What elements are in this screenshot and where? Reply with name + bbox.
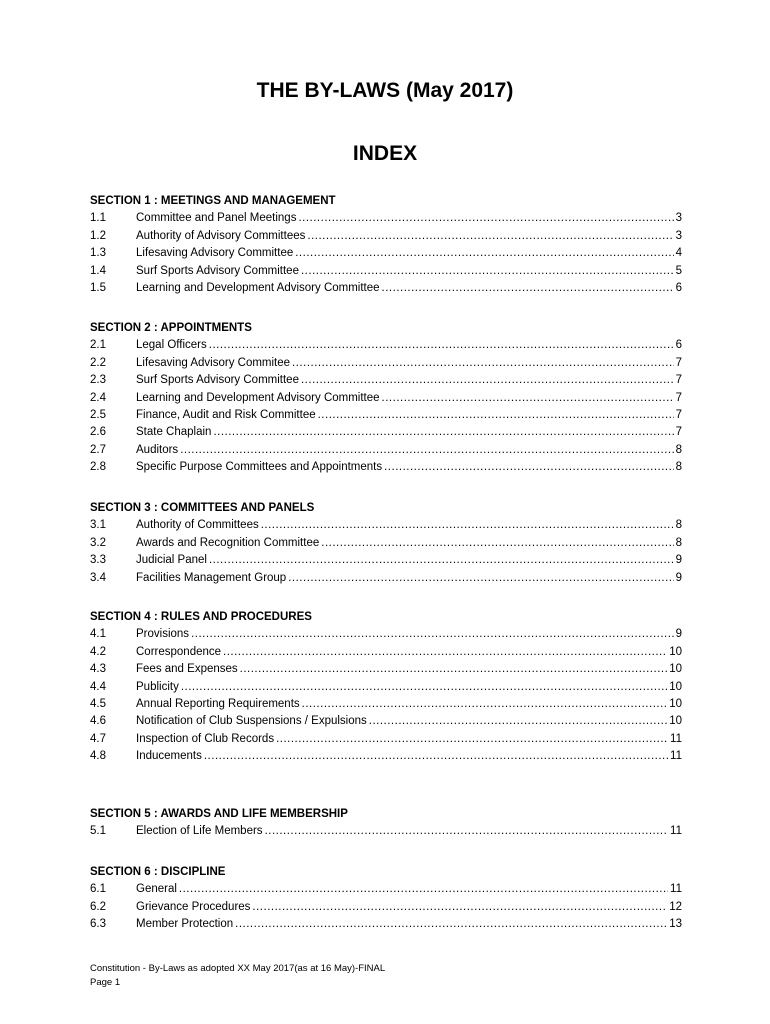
footer-document-info: Constitution - By-Laws as adopted XX May 2017(as at 16 May)-FINAL: [90, 963, 386, 974]
dot-leader: [179, 881, 668, 898]
toc-entry[interactable]: [90, 823, 682, 840]
entry-page: 8: [675, 519, 682, 532]
entry-title: Committee and Panel Meetings: [136, 212, 297, 225]
dot-leader: [384, 459, 673, 476]
entry-title: Authority of Advisory Committees: [136, 229, 306, 242]
entry-page: 5: [675, 264, 682, 277]
toc-entry[interactable]: [90, 263, 682, 280]
entry-number: 4.2: [90, 645, 106, 658]
dot-leader: [295, 245, 673, 262]
entry-page: 8: [675, 443, 682, 456]
dot-leader: [223, 644, 667, 661]
entry-title: Awards and Recognition Committee: [136, 536, 320, 549]
toc-entry[interactable]: [90, 337, 682, 354]
toc-entry[interactable]: [90, 679, 682, 696]
toc-entry[interactable]: [90, 696, 682, 713]
entry-title: Facilities Management Group: [136, 571, 287, 584]
dot-leader: [321, 535, 673, 552]
entry-page: 8: [675, 536, 682, 549]
entry-page: 9: [675, 554, 682, 567]
section-heading: SECTION 3 : COMMITTEES AND PANELS: [90, 502, 315, 514]
entry-page: 7: [675, 374, 682, 387]
dot-leader: [301, 372, 674, 389]
entry-number: 6.3: [90, 918, 106, 931]
entry-number: 6.2: [90, 900, 106, 913]
toc-entry[interactable]: [90, 748, 682, 765]
entry-page: 10: [669, 645, 682, 658]
dot-leader: [181, 679, 667, 696]
entry-number: 1.2: [90, 229, 106, 242]
entry-page: 6: [675, 339, 682, 352]
entry-number: 1.3: [90, 247, 106, 260]
entry-number: 3.1: [90, 519, 106, 532]
dot-leader: [204, 748, 668, 765]
toc-section-3: [90, 500, 682, 587]
entry-page: 7: [675, 391, 682, 404]
entry-title: State Chaplain: [136, 426, 212, 439]
dot-leader: [276, 731, 668, 748]
toc-entry[interactable]: [90, 390, 682, 407]
toc-entry[interactable]: [90, 626, 682, 643]
entry-number: 4.6: [90, 715, 106, 728]
entry-page: 12: [669, 900, 682, 913]
dot-leader: [288, 570, 673, 587]
entry-page: 11: [670, 750, 682, 763]
toc-entry[interactable]: [90, 245, 682, 262]
toc-entry[interactable]: [90, 535, 682, 552]
entry-number: 4.7: [90, 732, 106, 745]
entry-title: Correspondence: [136, 645, 222, 658]
entry-number: 2.5: [90, 408, 106, 421]
entry-page: 6: [675, 281, 682, 294]
dot-leader: [209, 337, 674, 354]
entry-number: 1.5: [90, 281, 106, 294]
dot-leader: [292, 355, 674, 372]
entry-title: Surf Sports Advisory Committee: [136, 374, 299, 387]
entry-title: Fees and Expenses: [136, 663, 238, 676]
toc-section-5: [90, 806, 682, 841]
entry-page: 10: [669, 697, 682, 710]
entry-title: Learning and Development Advisory Committee: [136, 391, 380, 404]
entry-number: 2.1: [90, 339, 106, 352]
entry-number: 2.7: [90, 443, 106, 456]
toc-entry[interactable]: [90, 355, 682, 372]
toc-entry[interactable]: [90, 210, 682, 227]
toc-entry[interactable]: [90, 899, 682, 916]
entry-title: Auditors: [136, 443, 179, 456]
dot-leader: [382, 390, 674, 407]
entry-number: 3.2: [90, 536, 106, 549]
dot-leader: [318, 407, 674, 424]
entry-title: Provisions: [136, 628, 190, 641]
entry-title: Grievance Procedures: [136, 900, 251, 913]
entry-title: Inspection of Club Records: [136, 732, 275, 745]
entry-page: 11: [670, 883, 682, 896]
toc-entry[interactable]: [90, 228, 682, 245]
entry-title: Notification of Club Suspensions / Expulsions: [136, 715, 367, 728]
toc-entry[interactable]: [90, 459, 682, 476]
toc-entry[interactable]: [90, 713, 682, 730]
dot-leader: [252, 899, 667, 916]
entry-page: 7: [675, 426, 682, 439]
entry-page: 4: [675, 247, 682, 260]
entry-title: General: [136, 883, 177, 896]
entry-title: Finance, Audit and Risk Committee: [136, 408, 316, 421]
toc-entry[interactable]: [90, 407, 682, 424]
entry-number: 1.4: [90, 264, 106, 277]
entry-page: 11: [670, 732, 682, 745]
page-footer: [90, 962, 385, 990]
toc-entry[interactable]: [90, 424, 682, 441]
entry-page: 3: [675, 229, 682, 242]
entry-title: Election of Life Members: [136, 825, 263, 838]
toc-entry[interactable]: [90, 570, 682, 587]
entry-title: Publicity: [136, 680, 179, 693]
dot-leader: [265, 823, 668, 840]
toc-entry[interactable]: [90, 442, 682, 459]
entry-title: Legal Officers: [136, 339, 207, 352]
toc-section-6: [90, 864, 682, 934]
entry-title: Inducements: [136, 750, 202, 763]
entry-title: Judicial Panel: [136, 554, 207, 567]
toc-entry[interactable]: [90, 661, 682, 678]
entry-number: 4.4: [90, 680, 106, 693]
toc-section-2: [90, 320, 682, 477]
entry-number: 2.8: [90, 461, 106, 474]
dot-leader: [302, 696, 668, 713]
section-heading: SECTION 5 : AWARDS AND LIFE MEMBERSHIP: [90, 808, 348, 820]
dot-leader: [191, 626, 674, 643]
entry-number: 4.8: [90, 750, 106, 763]
toc-entry[interactable]: [90, 372, 682, 389]
toc-entry[interactable]: [90, 731, 682, 748]
toc-section-4: [90, 609, 682, 766]
toc-entry[interactable]: [90, 881, 682, 898]
toc-section-1: [90, 193, 682, 297]
toc-entry[interactable]: [90, 916, 682, 933]
document-title: THE BY-LAWS (May 2017): [256, 79, 514, 102]
footer-page-number: Page 1: [90, 977, 121, 988]
dot-leader: [235, 916, 667, 933]
entry-title: Specific Purpose Committees and Appointments: [136, 461, 383, 474]
entry-page: 8: [675, 461, 682, 474]
section-heading: SECTION 4 : RULES AND PROCEDURES: [90, 611, 312, 623]
dot-leader: [213, 424, 673, 441]
dot-leader: [298, 210, 673, 227]
entry-page: 9: [675, 571, 682, 584]
entry-title: Surf Sports Advisory Committee: [136, 264, 299, 277]
entry-page: 10: [669, 715, 682, 728]
entry-number: 5.1: [90, 825, 106, 838]
entry-page: 7: [675, 356, 682, 369]
entry-title: Member Protection: [136, 918, 234, 931]
entry-number: 2.2: [90, 356, 106, 369]
section-heading: SECTION 6 : DISCIPLINE: [90, 866, 226, 878]
entry-page: 10: [669, 680, 682, 693]
entry-number: 2.6: [90, 426, 106, 439]
entry-number: 3.4: [90, 571, 106, 584]
entry-number: 6.1: [90, 883, 106, 896]
entry-title: Authority of Committees: [136, 519, 259, 532]
entry-number: 2.4: [90, 391, 106, 404]
entry-page: 10: [669, 663, 682, 676]
section-heading: SECTION 2 : APPOINTMENTS: [90, 322, 252, 334]
toc-entry[interactable]: [90, 517, 682, 534]
section-heading: SECTION 1 : MEETINGS AND MANAGEMENT: [90, 195, 336, 207]
entry-title: Learning and Development Advisory Committee: [136, 281, 380, 294]
entry-title: Lifesaving Advisory Commitee: [136, 356, 291, 369]
dot-leader: [240, 661, 668, 678]
dot-leader: [180, 442, 673, 459]
entry-title: Lifesaving Advisory Committee: [136, 247, 294, 260]
entry-number: 2.3: [90, 374, 106, 387]
entry-number: 3.3: [90, 554, 106, 567]
dot-leader: [382, 280, 674, 297]
dot-leader: [369, 713, 667, 730]
entry-number: 4.3: [90, 663, 106, 676]
entry-page: 7: [675, 408, 682, 421]
dot-leader: [301, 263, 674, 280]
dot-leader: [209, 552, 674, 569]
entry-page: 9: [675, 628, 682, 641]
entry-title: Annual Reporting Requirements: [136, 697, 300, 710]
toc-entry[interactable]: [90, 644, 682, 661]
dot-leader: [261, 517, 674, 534]
entry-page: 13: [669, 918, 682, 931]
entry-number: 1.1: [90, 212, 106, 225]
entry-page: 3: [675, 212, 682, 225]
index-heading: INDEX: [352, 142, 418, 165]
toc-entry[interactable]: [90, 280, 682, 297]
entry-page: 11: [670, 825, 682, 838]
entry-number: 4.5: [90, 697, 106, 710]
entry-number: 4.1: [90, 628, 106, 641]
dot-leader: [307, 228, 673, 245]
toc-entry[interactable]: [90, 552, 682, 569]
